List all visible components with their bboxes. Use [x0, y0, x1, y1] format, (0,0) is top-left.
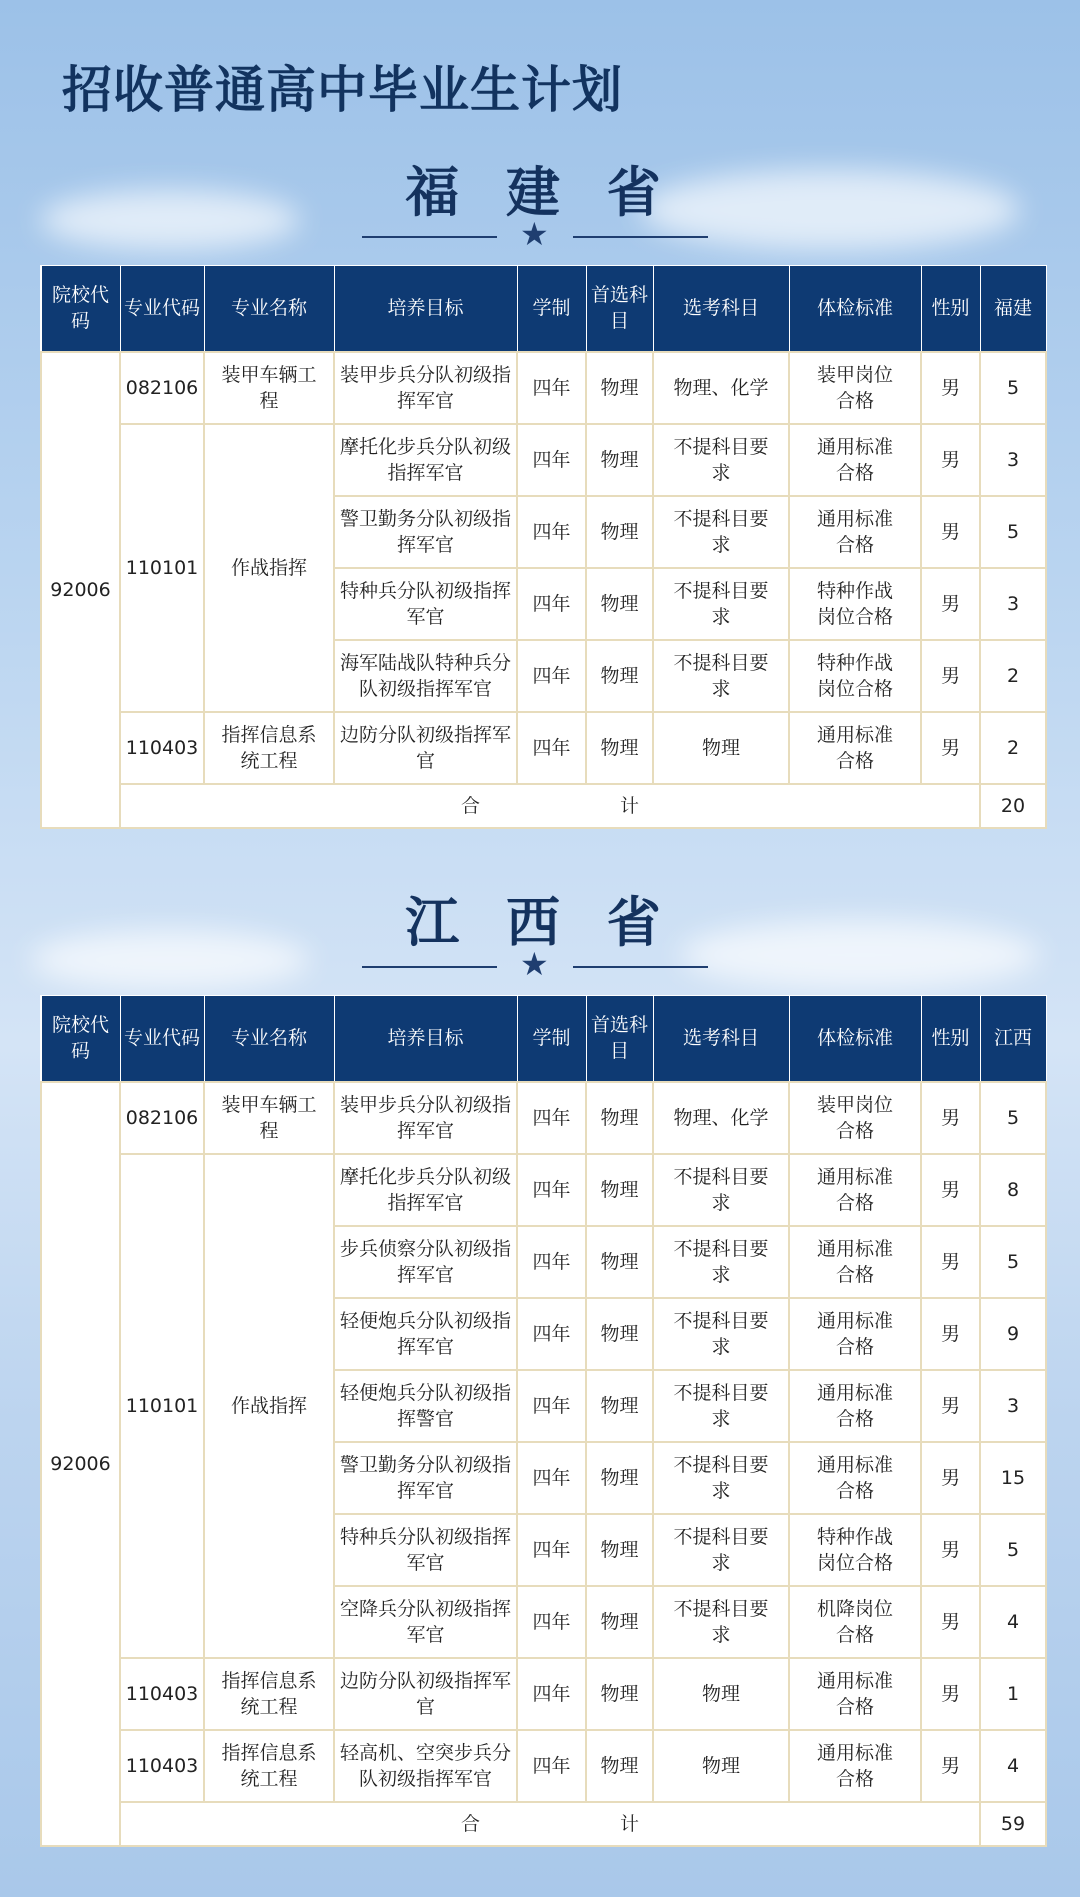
physical-standard-cell: 通用标准合格 [789, 1730, 921, 1802]
elective-cell: 不提科目要求 [653, 1586, 789, 1658]
major-code-cell: 082106 [120, 352, 204, 424]
physical-standard-cell: 装甲岗位合格 [789, 352, 921, 424]
gender-cell: 男 [921, 1730, 980, 1802]
column-header-duration: 学制 [517, 996, 586, 1082]
physical-standard-cell: 特种作战岗位合格 [789, 1514, 921, 1586]
school-code-cell: 92006 [41, 1082, 120, 1846]
gender-cell: 男 [921, 568, 980, 640]
elective-cell: 不提科目要求 [653, 1370, 789, 1442]
duration-cell: 四年 [517, 496, 586, 568]
total-label-left: 合 [460, 1812, 480, 1835]
column-header-first-subject: 首选科目 [586, 266, 653, 352]
goal-cell: 摩托化步兵分队初级指挥军官 [334, 424, 517, 496]
major-code-cell: 110403 [120, 1730, 204, 1802]
quota-cell: 4 [980, 1730, 1046, 1802]
major-name-cell: 装甲车辆工程 [204, 1082, 334, 1154]
gender-cell: 男 [921, 1154, 980, 1226]
elective-cell: 不提科目要求 [653, 1226, 789, 1298]
total-row [41, 784, 1046, 828]
physical-standard-cell: 装甲岗位合格 [789, 1082, 921, 1154]
duration-cell: 四年 [517, 1298, 586, 1370]
quota-cell: 1 [980, 1658, 1046, 1730]
column-header-major-code: 专业代码 [120, 266, 204, 352]
duration-cell: 四年 [517, 1370, 586, 1442]
major-code-cell: 110403 [120, 712, 204, 784]
gender-cell: 男 [921, 1442, 980, 1514]
gender-cell: 男 [921, 1586, 980, 1658]
star-icon: ★ [520, 945, 549, 983]
physical-standard-cell: 机降岗位合格 [789, 1586, 921, 1658]
plan-table-jiangxi [40, 995, 1047, 1847]
elective-cell: 物理、化学 [653, 352, 789, 424]
table-header-row [41, 266, 1046, 352]
goal-cell: 警卫勤务分队初级指挥军官 [334, 1442, 517, 1514]
column-header-goal: 培养目标 [334, 996, 517, 1082]
duration-cell: 四年 [517, 1514, 586, 1586]
column-header-goal: 培养目标 [334, 266, 517, 352]
first-subject-cell: 物理 [586, 352, 653, 424]
quota-cell: 5 [980, 1082, 1046, 1154]
first-subject-cell: 物理 [586, 568, 653, 640]
table-row [41, 1658, 1046, 1730]
column-header-quota: 福建 [980, 266, 1046, 352]
first-subject-cell: 物理 [586, 1514, 653, 1586]
first-subject-cell: 物理 [586, 1154, 653, 1226]
physical-standard-cell: 通用标准合格 [789, 424, 921, 496]
major-name-cell: 指挥信息系统工程 [204, 1730, 334, 1802]
elective-cell: 不提科目要求 [653, 1298, 789, 1370]
elective-cell: 物理、化学 [653, 1082, 789, 1154]
first-subject-cell: 物理 [586, 1586, 653, 1658]
gender-cell: 男 [921, 1082, 980, 1154]
duration-cell: 四年 [517, 1586, 586, 1658]
goal-cell: 摩托化步兵分队初级指挥军官 [334, 1154, 517, 1226]
physical-standard-cell: 通用标准合格 [789, 1154, 921, 1226]
quota-cell: 5 [980, 352, 1046, 424]
total-label [120, 1802, 980, 1846]
gender-cell: 男 [921, 1370, 980, 1442]
goal-cell: 装甲步兵分队初级指挥军官 [334, 1082, 517, 1154]
column-header-quota: 江西 [980, 996, 1046, 1082]
quota-cell: 3 [980, 424, 1046, 496]
first-subject-cell: 物理 [586, 1082, 653, 1154]
quota-cell: 5 [980, 1514, 1046, 1586]
goal-cell: 边防分队初级指挥军官 [334, 1658, 517, 1730]
gender-cell: 男 [921, 1298, 980, 1370]
duration-cell: 四年 [517, 640, 586, 712]
duration-cell: 四年 [517, 1154, 586, 1226]
quota-cell: 15 [980, 1442, 1046, 1514]
column-header-physical: 体检标准 [789, 996, 921, 1082]
goal-cell: 警卫勤务分队初级指挥军官 [334, 496, 517, 568]
plan-table-fujian [40, 265, 1047, 829]
goal-cell: 特种兵分队初级指挥军官 [334, 568, 517, 640]
duration-cell: 四年 [517, 1658, 586, 1730]
first-subject-cell: 物理 [586, 712, 653, 784]
column-header-physical: 体检标准 [789, 266, 921, 352]
column-header-elective: 选考科目 [653, 996, 789, 1082]
province-title-fujian: 福 建 省 [405, 160, 675, 224]
goal-cell: 轻高机、空突步兵分队初级指挥军官 [334, 1730, 517, 1802]
column-header-major-code: 专业代码 [120, 996, 204, 1082]
elective-cell: 不提科目要求 [653, 496, 789, 568]
elective-cell: 不提科目要求 [653, 1154, 789, 1226]
first-subject-cell: 物理 [586, 496, 653, 568]
school-code-cell: 92006 [41, 352, 120, 828]
major-name-cell: 装甲车辆工程 [204, 352, 334, 424]
gender-cell: 男 [921, 712, 980, 784]
total-row [41, 1802, 1046, 1846]
duration-cell: 四年 [517, 1082, 586, 1154]
first-subject-cell: 物理 [586, 1298, 653, 1370]
first-subject-cell: 物理 [586, 640, 653, 712]
major-code-cell: 110101 [120, 424, 204, 712]
elective-cell: 不提科目要求 [653, 1442, 789, 1514]
physical-standard-cell: 通用标准合格 [789, 1658, 921, 1730]
elective-cell: 不提科目要求 [653, 568, 789, 640]
major-code-cell: 082106 [120, 1082, 204, 1154]
total-quota-cell: 20 [980, 784, 1046, 828]
quota-cell: 5 [980, 1226, 1046, 1298]
gender-cell: 男 [921, 496, 980, 568]
main-title: 招收普通高中毕业生计划 [62, 61, 623, 119]
goal-cell: 海军陆战队特种兵分队初级指挥军官 [334, 640, 517, 712]
elective-cell: 物理 [653, 712, 789, 784]
duration-cell: 四年 [517, 568, 586, 640]
goal-cell: 装甲步兵分队初级指挥军官 [334, 352, 517, 424]
table-row [41, 1154, 1046, 1226]
province-title-jiangxi: 江 西 省 [405, 890, 675, 954]
column-header-gender: 性别 [921, 266, 980, 352]
physical-standard-cell: 特种作战岗位合格 [789, 640, 921, 712]
goal-cell: 轻便炮兵分队初级指挥警官 [334, 1370, 517, 1442]
first-subject-cell: 物理 [586, 1370, 653, 1442]
major-name-cell: 指挥信息系统工程 [204, 1658, 334, 1730]
physical-standard-cell: 通用标准合格 [789, 1226, 921, 1298]
title-divider [362, 215, 708, 253]
first-subject-cell: 物理 [586, 1226, 653, 1298]
column-header-first-subject: 首选科目 [586, 996, 653, 1082]
column-header-school-code: 院校代码 [41, 266, 120, 352]
major-name-cell: 作战指挥 [204, 1154, 334, 1658]
gender-cell: 男 [921, 1226, 980, 1298]
duration-cell: 四年 [517, 1730, 586, 1802]
column-header-elective: 选考科目 [653, 266, 789, 352]
quota-cell: 2 [980, 712, 1046, 784]
physical-standard-cell: 通用标准合格 [789, 712, 921, 784]
goal-cell: 步兵侦察分队初级指挥军官 [334, 1226, 517, 1298]
major-name-cell: 指挥信息系统工程 [204, 712, 334, 784]
elective-cell: 不提科目要求 [653, 424, 789, 496]
table-row [41, 1082, 1046, 1154]
physical-standard-cell: 特种作战岗位合格 [789, 568, 921, 640]
quota-cell: 8 [980, 1154, 1046, 1226]
duration-cell: 四年 [517, 1442, 586, 1514]
first-subject-cell: 物理 [586, 424, 653, 496]
gender-cell: 男 [921, 640, 980, 712]
gender-cell: 男 [921, 352, 980, 424]
first-subject-cell: 物理 [586, 1730, 653, 1802]
physical-standard-cell: 通用标准合格 [789, 1442, 921, 1514]
gender-cell: 男 [921, 1658, 980, 1730]
table-row [41, 712, 1046, 784]
quota-cell: 3 [980, 1370, 1046, 1442]
table-header-row [41, 996, 1046, 1082]
elective-cell: 不提科目要求 [653, 640, 789, 712]
gender-cell: 男 [921, 424, 980, 496]
title-divider [362, 945, 708, 983]
goal-cell: 轻便炮兵分队初级指挥军官 [334, 1298, 517, 1370]
total-label-left: 合 [460, 794, 480, 817]
physical-standard-cell: 通用标准合格 [789, 496, 921, 568]
column-header-gender: 性别 [921, 996, 980, 1082]
goal-cell: 边防分队初级指挥军官 [334, 712, 517, 784]
elective-cell: 物理 [653, 1658, 789, 1730]
major-code-cell: 110403 [120, 1658, 204, 1730]
duration-cell: 四年 [517, 424, 586, 496]
gender-cell: 男 [921, 1514, 980, 1586]
column-header-major-name: 专业名称 [204, 996, 334, 1082]
quota-cell: 3 [980, 568, 1046, 640]
column-header-major-name: 专业名称 [204, 266, 334, 352]
total-label-right: 计 [620, 1812, 640, 1835]
duration-cell: 四年 [517, 1226, 586, 1298]
table-row [41, 1730, 1046, 1802]
major-name-cell: 作战指挥 [204, 424, 334, 712]
duration-cell: 四年 [517, 712, 586, 784]
total-label [120, 784, 980, 828]
star-icon: ★ [520, 215, 549, 253]
duration-cell: 四年 [517, 352, 586, 424]
quota-cell: 9 [980, 1298, 1046, 1370]
major-code-cell: 110101 [120, 1154, 204, 1658]
total-quota-cell: 59 [980, 1802, 1046, 1846]
table-row [41, 352, 1046, 424]
column-header-duration: 学制 [517, 266, 586, 352]
quota-cell: 4 [980, 1586, 1046, 1658]
first-subject-cell: 物理 [586, 1442, 653, 1514]
quota-cell: 5 [980, 496, 1046, 568]
goal-cell: 空降兵分队初级指挥军官 [334, 1586, 517, 1658]
quota-cell: 2 [980, 640, 1046, 712]
elective-cell: 不提科目要求 [653, 1514, 789, 1586]
total-label-right: 计 [620, 794, 640, 817]
column-header-school-code: 院校代码 [41, 996, 120, 1082]
first-subject-cell: 物理 [586, 1658, 653, 1730]
table-row [41, 424, 1046, 496]
physical-standard-cell: 通用标准合格 [789, 1370, 921, 1442]
physical-standard-cell: 通用标准合格 [789, 1298, 921, 1370]
elective-cell: 物理 [653, 1730, 789, 1802]
goal-cell: 特种兵分队初级指挥军官 [334, 1514, 517, 1586]
